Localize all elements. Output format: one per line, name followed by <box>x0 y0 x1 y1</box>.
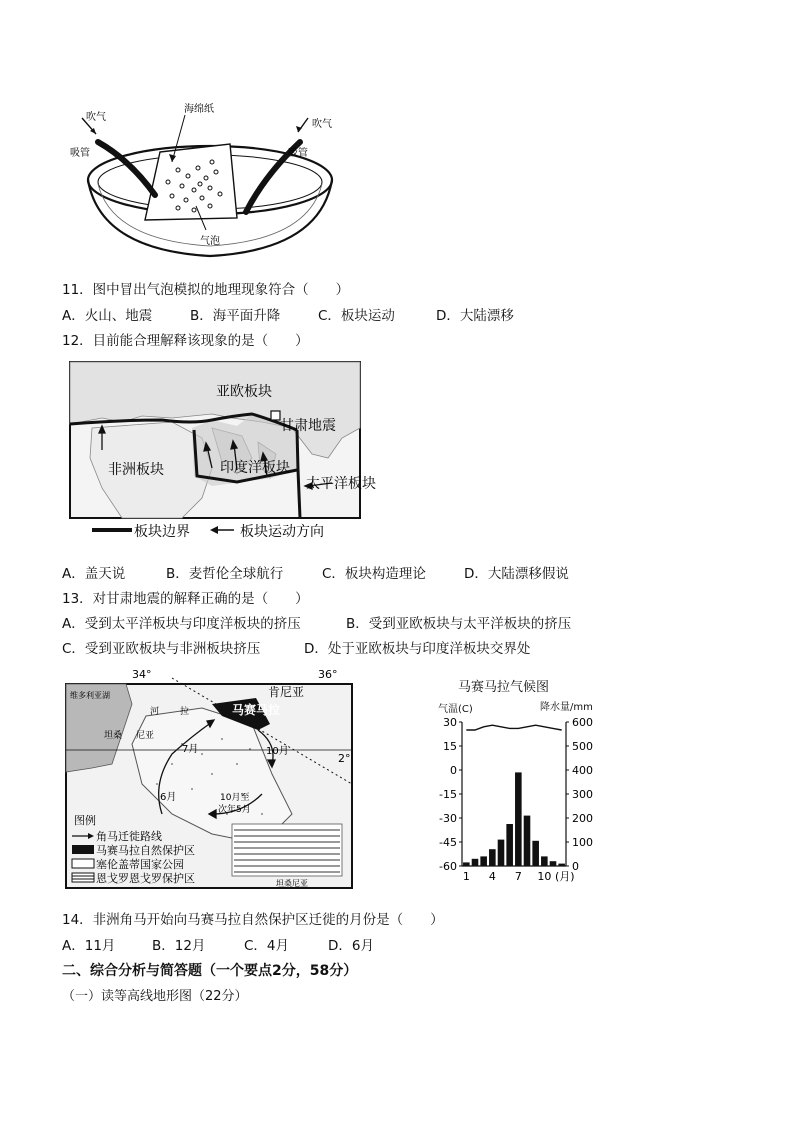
gansu-earthquake-label: 甘肃地震 <box>280 418 336 434</box>
precipitation-tick-label: 300 <box>572 788 593 801</box>
question-12-option-c[interactable]: C．板块构造理论 <box>322 566 426 582</box>
legend-plate-motion: 板块运动方向 <box>240 524 324 540</box>
july-label: 7月 <box>182 744 199 755</box>
precipitation-bar <box>498 840 505 866</box>
tanzania-top-label: 坦桑 <box>104 731 123 741</box>
question-12-option-b[interactable]: B．麦哲伦全球航行 <box>166 566 284 582</box>
oct-may-label-2: 次年5月 <box>218 805 251 815</box>
legend-masai-mara: 马赛马拉自然保护区 <box>96 844 195 857</box>
temperature-tick-label: 15 <box>443 740 457 753</box>
oct-may-label: 10月至 <box>220 793 250 803</box>
precipitation-bar <box>480 856 487 866</box>
temperature-tick-label: -30 <box>439 812 457 825</box>
bubble-experiment-figure <box>60 100 350 270</box>
precipitation-tick-label: 500 <box>572 740 593 753</box>
nile-area-label: 尼亚 <box>136 731 155 741</box>
precipitation-bar <box>472 859 479 866</box>
precipitation-tick-label: 400 <box>572 764 593 777</box>
river-label: 河 <box>150 707 160 717</box>
question-12-option-d[interactable]: D．大陆漂移假说 <box>464 566 569 582</box>
question-11-option-d[interactable]: D．大陆漂移 <box>436 308 514 324</box>
precipitation-tick-label: 600 <box>572 716 593 729</box>
plate-tectonics-map <box>62 358 392 550</box>
question-14-option-a[interactable]: A．11月 <box>62 938 116 954</box>
masai-mara-label: 马赛马拉 <box>232 703 281 717</box>
kenya-label: 肯尼亚 <box>268 685 305 699</box>
sponge-label: 海绵纸 <box>184 104 214 115</box>
precipitation-tick-label: 0 <box>572 860 579 873</box>
la-label: 拉 <box>180 707 190 717</box>
section-2-heading: 二、综合分析与简答题（一个要点2分，58分） <box>62 963 358 979</box>
question-14-option-b[interactable]: B．12月 <box>152 938 206 954</box>
legend-plate-boundary: 板块边界 <box>134 524 190 540</box>
precipitation-bar <box>541 856 548 866</box>
precipitation-bar <box>515 772 522 866</box>
bubble-label: 气泡 <box>200 236 220 247</box>
indian-plate-label: 印度洋板块 <box>220 460 290 476</box>
legend-title: 图例 <box>74 814 96 827</box>
question-14-stem: 14．非洲角马开始向马赛马拉自然保护区迁徙的月份是（ ） <box>62 912 444 928</box>
tanzania-bottom-label: 坦桑尼亚 <box>276 879 308 888</box>
longitude-36-label: 36° <box>318 668 338 681</box>
question-11-stem: 11．图中冒出气泡模拟的地理现象符合（ ） <box>62 282 350 298</box>
climate-chart <box>430 710 610 888</box>
eurasian-plate-label: 亚欧板块 <box>216 384 272 400</box>
question-12-stem: 12．目前能合理解释该现象的是（ ） <box>62 333 309 349</box>
pacific-plate-label: 太平洋板块 <box>306 476 376 492</box>
precipitation-axis-label: 降水量/mm <box>540 702 593 713</box>
climate-chart-title: 马赛马拉气候图 <box>458 680 550 695</box>
june-label: 6月 <box>160 792 177 803</box>
latitude-2-label: 2° <box>338 752 351 765</box>
month-tick-label: 7 <box>514 870 522 883</box>
precipitation-bar <box>506 824 513 866</box>
serengeti-legend-swatch <box>72 859 94 868</box>
precipitation-tick-label: 200 <box>572 812 593 825</box>
blow-left-label: 吹气 <box>86 112 106 123</box>
temperature-line <box>466 725 561 730</box>
legend-serengeti: 塞伦盖蒂国家公园 <box>96 858 184 871</box>
question-14-option-d[interactable]: D．6月 <box>328 938 374 954</box>
month-unit-label: (月) <box>555 870 575 883</box>
question-14-option-c[interactable]: C．4月 <box>244 938 290 954</box>
question-12-option-a[interactable]: A．盖天说 <box>62 566 126 582</box>
masai-mara-legend-swatch <box>72 845 94 854</box>
straw-left-label: 吸管 <box>70 148 90 159</box>
ngorongoro-legend-swatch <box>72 873 94 882</box>
blow-right-label: 吹气 <box>312 119 332 130</box>
temperature-tick-label: -15 <box>439 788 457 801</box>
question-11-option-a[interactable]: A．火山、地震 <box>62 308 153 324</box>
legend-ngorongoro: 恩戈罗恩戈罗保护区 <box>96 872 195 885</box>
subsection-1-heading: （一）读等高线地形图（22分） <box>62 989 248 1004</box>
temperature-tick-label: 0 <box>450 764 457 777</box>
migration-map <box>62 664 356 894</box>
precipitation-bar <box>463 862 470 866</box>
question-11-option-c[interactable]: C．板块运动 <box>318 308 395 324</box>
longitude-34-label: 34° <box>132 668 152 681</box>
precipitation-bar <box>489 849 496 866</box>
question-13-option-b[interactable]: B．受到亚欧板块与太平洋板块的挤压 <box>346 616 572 632</box>
month-tick-label: 10 <box>537 870 552 883</box>
month-tick-label: 1 <box>462 870 470 883</box>
question-13-option-a[interactable]: A．受到太平洋板块与印度洋板块的挤压 <box>62 616 301 632</box>
legend-migration-route: 角马迁徙路线 <box>96 830 162 843</box>
october-label: 10月 <box>266 746 289 757</box>
temperature-axis-label: 气温(C) <box>438 704 473 715</box>
question-13-stem: 13．对甘肃地震的解释正确的是（ ） <box>62 591 309 607</box>
month-tick-label: 4 <box>488 870 496 883</box>
african-plate-label: 非洲板块 <box>108 462 164 478</box>
precipitation-bar <box>524 816 531 866</box>
precipitation-bar <box>550 861 557 866</box>
temperature-tick-label: -45 <box>439 836 457 849</box>
precipitation-tick-label: 100 <box>572 836 593 849</box>
question-13-option-d[interactable]: D．处于亚欧板块与印度洋板块交界处 <box>304 641 531 657</box>
straw-right-label: 吸管 <box>288 148 308 159</box>
precipitation-bar <box>532 841 539 866</box>
victoria-lake-label: 维多利亚湖 <box>70 691 110 700</box>
precipitation-bar <box>558 864 565 866</box>
question-13-option-c[interactable]: C．受到亚欧板块与非洲板块挤压 <box>62 641 261 657</box>
question-11-option-b[interactable]: B．海平面升降 <box>190 308 281 324</box>
temperature-tick-label: -60 <box>439 860 457 873</box>
temperature-tick-label: 30 <box>443 716 457 729</box>
